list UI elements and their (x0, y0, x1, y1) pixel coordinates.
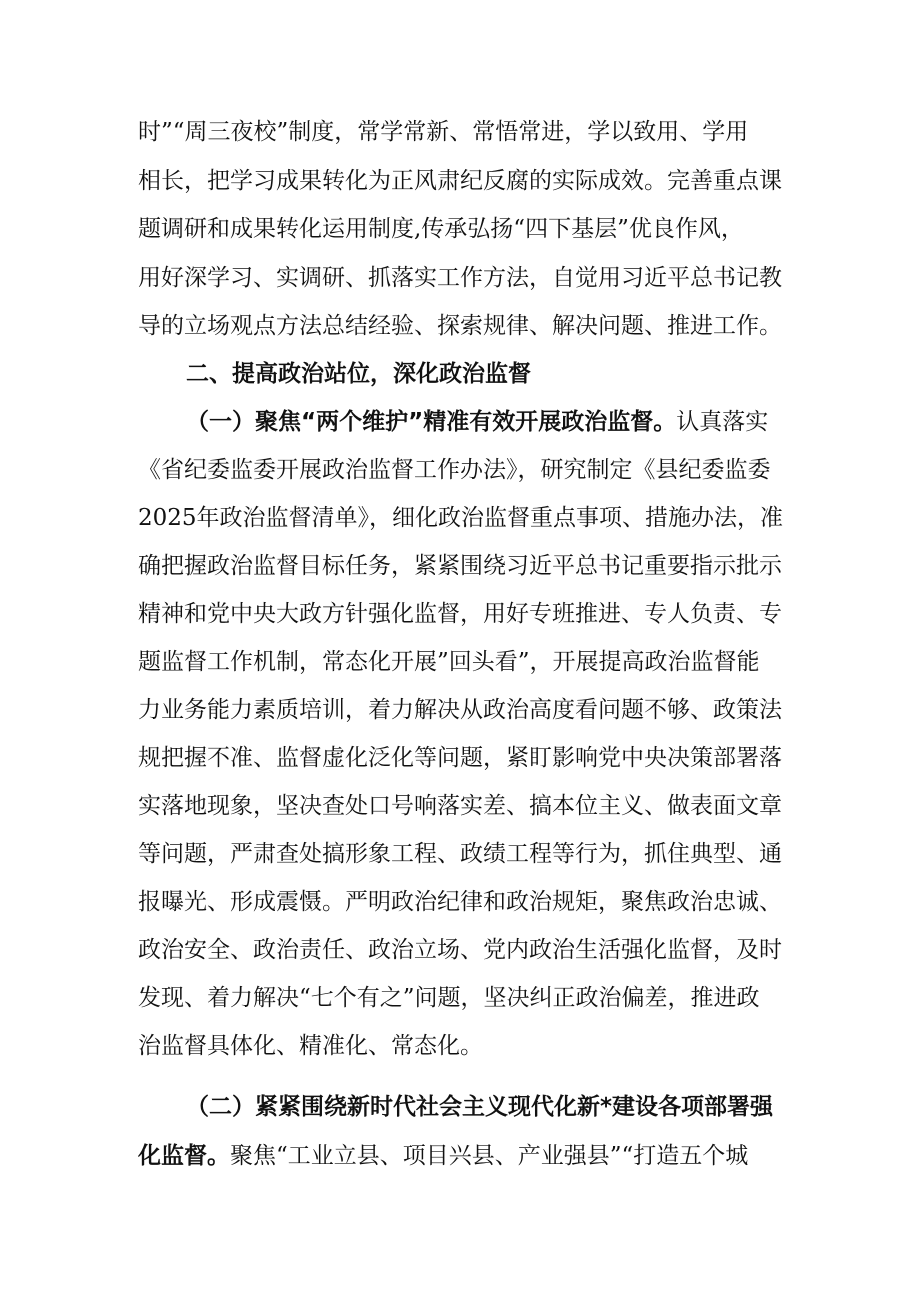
subsection-text: 聚焦“工业立县、项目兴县、产业强县”“打造五个城 (230, 1143, 749, 1169)
paragraph-line: 规把握不准、监督虚化泛化等问题，紧盯影响党中央决策部署落 (138, 745, 782, 771)
paragraph-line: 精神和党中央大政方针强化监督，用好专班推进、专人负责、专 (138, 601, 782, 627)
paragraph-line: 报曝光、形成震慑。严明政治纪律和政治规矩，聚焦政治忠诚、 (138, 889, 782, 915)
subsection-text: 认真落实 (676, 409, 769, 435)
paragraph-line: 实落地现象，坚决查处口号响落实差、搞本位主义、做表面文章 (138, 793, 782, 819)
paragraph-line: 相长，把学习成果转化为正风肃纪反腐的实际成效。完善重点课 (138, 168, 782, 194)
paragraph-line: 政治安全、政治责任、政治立场、党内政治生活强化监督，及时 (138, 937, 782, 963)
paragraph-line: 题监督工作机制，常态化开展”回头看”，开展提高政治监督能 (138, 649, 760, 675)
subsection-title: （二）紧紧围绕新时代社会主义现代化新*建设各项部署强 (186, 1094, 774, 1120)
paragraph-line: 《省纪委监委开展政治监督工作办法》，研究制定《县纪委监委 (138, 457, 771, 483)
paragraph-line: 等问题，严肃查处搞形象工程、政绩工程等行为，抓住典型、通 (138, 841, 782, 867)
paragraph-line: 2025年政治监督清单》，细化政治监督重点事项、措施办法，准 (138, 505, 784, 531)
paragraph-line: 发现、着力解决“七个有之”问题，坚决纠正政治偏差，推进政 (138, 985, 760, 1011)
subsection-title: 化监督。 (138, 1143, 230, 1169)
paragraph-line: 用好深学习、实调研、抓落实工作方法，自觉用习近平总书记教 (138, 265, 782, 291)
subsection-title: （一）聚焦“两个维护”精准有效开展政治监督。 (186, 409, 677, 435)
subsection-title-line (186, 407, 788, 437)
paragraph-line: 力业务能力素质培训，着力解决从政治高度看问题不够、政策法 (138, 697, 782, 723)
section-heading: 二、提高政治站位，深化政治监督 (186, 361, 531, 387)
paragraph-line: 治监督具体化、精准化、常态化。 (138, 1033, 483, 1059)
subsection-title-line (138, 1141, 788, 1171)
paragraph-line: 确把握政治监督目标任务，紧紧围绕习近平总书记重要指示批示 (138, 553, 782, 579)
paragraph-line: 导的立场观点方法总结经验、探索规律、解决问题、推进工作。 (138, 313, 782, 339)
paragraph-line: 时”“周三夜校”制度，常学常新、常悟常进，学以致用、学用 (138, 119, 749, 145)
paragraph-line: 题调研和成果转化运用制度,传承弘扬“四下基层”优良作风， (138, 216, 744, 242)
